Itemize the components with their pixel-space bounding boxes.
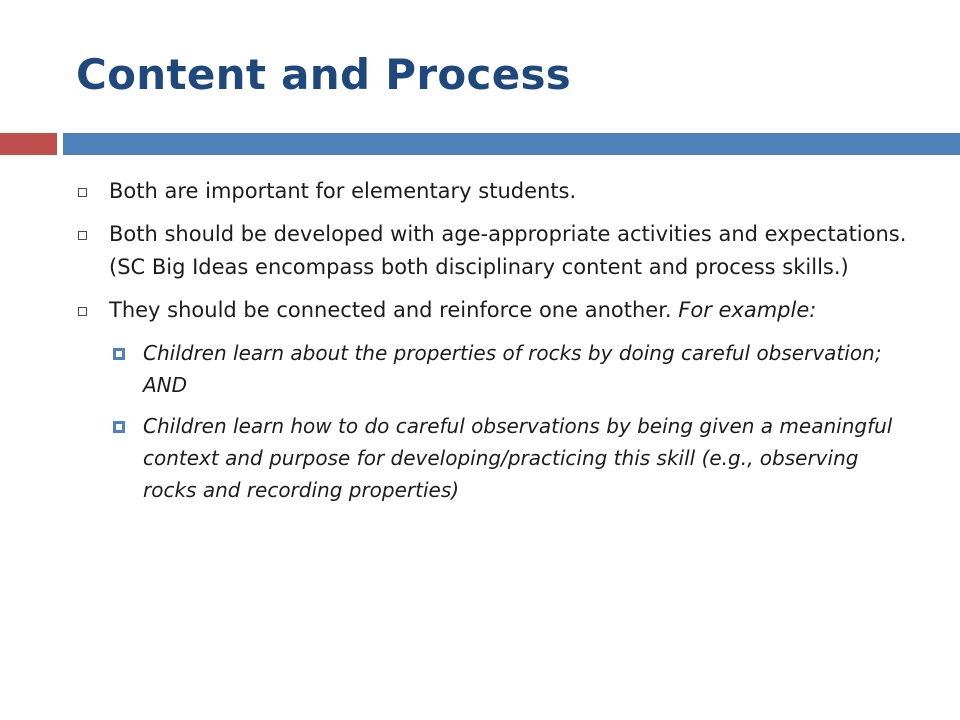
bullet-text: Both are important for elementary students. bbox=[109, 179, 577, 203]
hollow-square-bullet-icon bbox=[78, 307, 87, 316]
title-accent-bar-right bbox=[63, 133, 960, 155]
sub-bullet-text: Children learn about the properties of rocks by doing careful observation; AND bbox=[143, 341, 882, 397]
bullet-list bbox=[76, 175, 916, 516]
hollow-square-bullet-icon bbox=[78, 188, 87, 197]
blue-square-bullet-icon bbox=[113, 348, 125, 360]
bullet-text: Both should be developed with age-appropriate activities and expectations. (SC Big Ideas encompass both disciplinary content and process skills.) bbox=[109, 222, 907, 279]
blue-square-bullet-icon bbox=[113, 421, 125, 433]
slide-title: Content and Process bbox=[76, 50, 572, 99]
bullet-item bbox=[76, 175, 916, 208]
bullet-item bbox=[76, 294, 916, 506]
bullet-text-italic: For example: bbox=[678, 298, 817, 322]
sub-bullet-item bbox=[109, 410, 916, 506]
bullet-text: They should be connected and reinforce one another. bbox=[109, 298, 672, 322]
hollow-square-bullet-icon bbox=[78, 231, 87, 240]
title-accent-bar-left bbox=[0, 133, 57, 155]
bullet-item bbox=[76, 218, 916, 284]
sub-bullet-item bbox=[109, 337, 916, 401]
sub-bullet-list bbox=[109, 337, 916, 506]
sub-bullet-text: Children learn how to do careful observations by being given a meaningful context and purpose for developing/practicing this skill (e.g., observing rocks and recording properties) bbox=[143, 414, 893, 502]
